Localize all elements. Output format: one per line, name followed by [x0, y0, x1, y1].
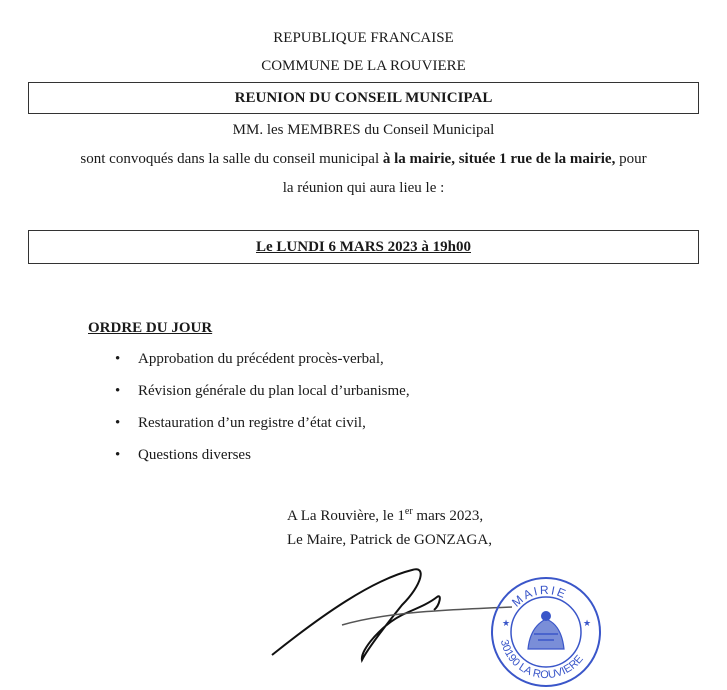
commune-heading: COMMUNE DE LA ROUVIERE: [261, 58, 466, 74]
convocation-line3: la réunion qui aura lieu le :: [282, 180, 445, 196]
stamp-top-text: MAIRIE: [509, 582, 570, 610]
mairie-stamp: [488, 574, 604, 690]
agenda-list: [110, 350, 410, 478]
convocation-line1: MM. les MEMBRES du Conseil Municipal: [232, 122, 495, 138]
signature-maire: Le Maire, Patrick de GONZAGA,: [287, 532, 492, 548]
meeting-title-box: [28, 82, 699, 114]
republic-heading: REPUBLIQUE FRANCAISE: [273, 30, 454, 46]
convocation-location: à la mairie, située 1 rue de la mairie,: [382, 151, 616, 167]
place-date-sup: er: [404, 506, 413, 517]
convocation-line2: [0, 150, 727, 168]
convocation-line2-prefix: sont convoqués dans la salle du conseil municipal: [80, 151, 383, 167]
meeting-date-box: [28, 230, 699, 264]
place-date-prefix: A La Rouvière, le 1: [287, 508, 405, 524]
bullet-icon: •: [115, 383, 121, 399]
meeting-date: Le LUNDI 6 MARS 2023 à 19h00: [255, 239, 471, 255]
bullet-icon: •: [115, 351, 121, 367]
agenda-item: [110, 382, 410, 414]
agenda-item: [110, 414, 410, 446]
agenda-item: [110, 446, 410, 478]
agenda-item-text: Questions diverses: [138, 447, 251, 463]
signature-place-date: [287, 503, 483, 525]
svg-text:★: ★: [583, 619, 592, 629]
bullet-icon: •: [115, 415, 121, 431]
agenda-item-text: Révision générale du plan local d’urbanisme,: [138, 383, 410, 399]
bullet-icon: •: [115, 447, 121, 463]
stamp-bottom-text: 30190 LA ROUVIERE: [497, 638, 586, 682]
meeting-title: REUNION DU CONSEIL MUNICIPAL: [234, 90, 493, 106]
svg-text:MAIRIE: [509, 583, 569, 610]
agenda-item-text: Restauration d’un registre d’état civil,: [138, 415, 366, 431]
agenda-item-text: Approbation du précédent procès-verbal,: [138, 351, 384, 367]
handwritten-signature: [262, 555, 522, 670]
agenda-item: [110, 350, 410, 382]
agenda-title: ORDRE DU JOUR: [88, 320, 213, 336]
svg-text:★: ★: [502, 619, 511, 629]
place-date-suffix: mars 2023,: [412, 508, 484, 524]
convocation-line2-suffix: pour: [615, 151, 647, 167]
